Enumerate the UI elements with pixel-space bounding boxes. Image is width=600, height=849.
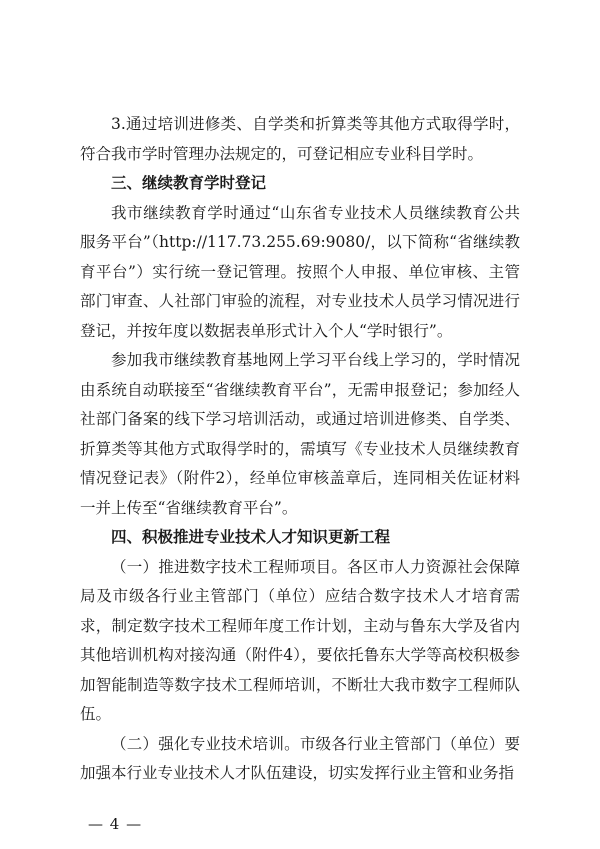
paragraph-online-learning: 参加我市继续教育基地网上学习平台线上学习的，学时情况由系统自动联接至“省继续教育平台”，无需申报登记；参加经人社部门备案的线下学习培训活动，或通过培训进修类、自学类、折算类等其他方式取得学时的，需填写《专业技术人员继续教育情况登记表》（附件2），经单位审核盖章后，连同相关佐证材料一并上传至“省继续教育平台”。 [80, 351, 520, 517]
body-text [80, 110, 520, 789]
paragraph-item-3: 3.通过培训进修类、自学类和折算类等其他方式取得学时，符合我市学时管理办法规定的，可登记相应专业科目学时。 [80, 115, 520, 163]
paragraph-platform-registration: 我市继续教育学时通过“山东省专业技术人员继续教育公共服务平台”（http://117.73.255.69:9080/，以下简称“省继续教育平台”）实行统一登记管理。按照个人申报、单位审核、主管部门审查、人社部门审验的流程，对专业技术人员学习情况进行登记，并按年度以数据表单形式计入个人“学时银行”。 [80, 203, 520, 340]
section-heading-4: 四、积极推进专业技术人才知识更新工程 [111, 528, 391, 546]
paragraph-digital-engineer: （一）推进数字技术工程师项目。各区市人力资源社会保障局及市级各行业主管部门（单位）应结合数字技术人才培育需求，制定数字技术工程师年度工作计划，主动与鲁东大学及省内其他培训机构对接沟通（附件4），要依托鲁东大学等高校积极参加智能制造等数字技术工程师培训，不断壮大我市数字工程师队伍。 [80, 557, 520, 723]
page-number: — 4 — [88, 815, 143, 833]
paragraph-professional-training: （二）强化专业技术培训。市级各行业主管部门（单位）要加强本行业专业技术人才队伍建设，切实发挥行业主管和业务指 [80, 734, 520, 782]
section-heading-3: 三、继续教育学时登记 [111, 174, 267, 192]
